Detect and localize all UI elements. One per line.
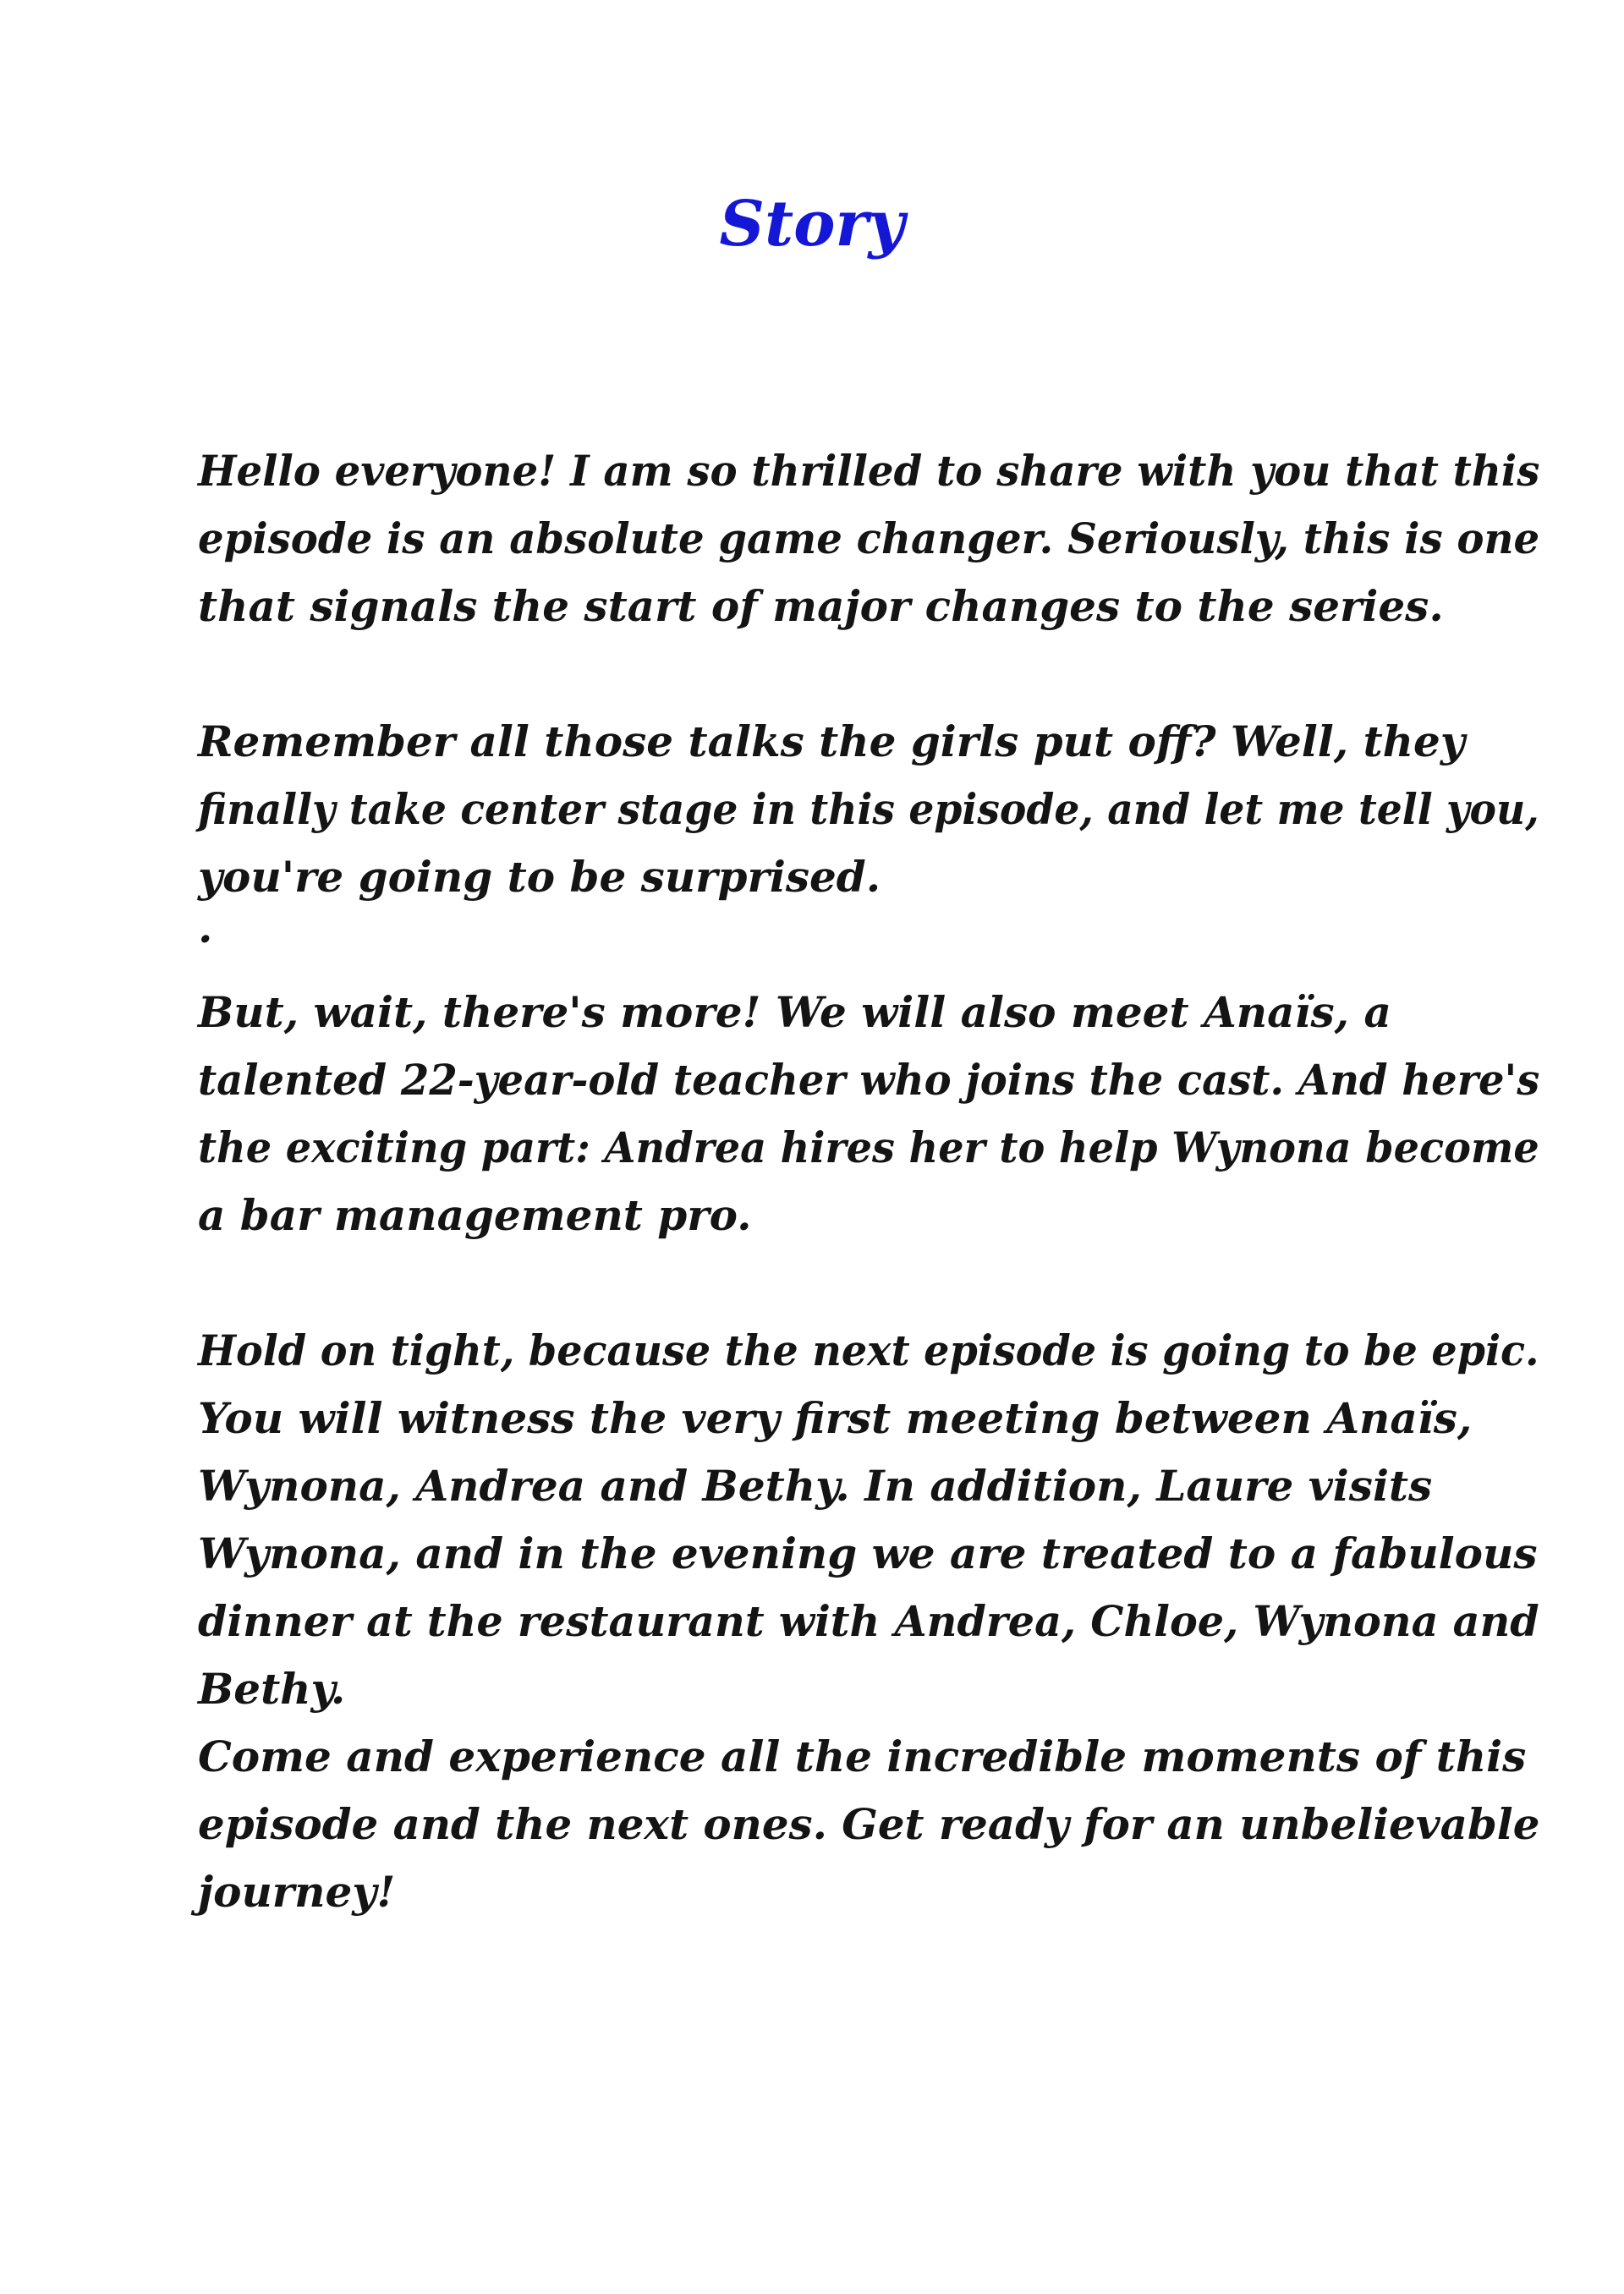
story-line: Remember all those talks the girls put off? Well, they (198, 716, 1465, 766)
story-line: journey! (198, 1867, 396, 1917)
story-line: that signals the start of major changes to the series. (198, 581, 1444, 631)
story-line: a bar management pro. (198, 1190, 752, 1240)
story-line: you're going to be surprised. (198, 852, 881, 902)
story-line: dinner at the restaurant with Andrea, Chloe, Wynona and (198, 1596, 1539, 1646)
story-line: Wynona, Andrea and Bethy. In addition, Laure visits (198, 1461, 1433, 1511)
story-line: Bethy. (198, 1664, 346, 1714)
story-line: Come and experience all the incredible moments of this (198, 1731, 1527, 1781)
story-line: the exciting part: Andrea hires her to help Wynona become (198, 1122, 1539, 1172)
story-line: Hello everyone! I am so thrilled to share with you that this (198, 446, 1540, 496)
story-line: . (198, 903, 213, 952)
story-line: Wynona, and in the evening we are treated to a fabulous (198, 1528, 1538, 1578)
story-line: episode and the next ones. Get ready for an unbelievable (198, 1799, 1540, 1849)
story-line: finally take center stage in this episode, and let me tell you, (198, 784, 1539, 834)
story-line: But, wait, there's more! We will also meet Anaïs, a (198, 987, 1391, 1037)
story-line: You will witness the very first meeting between Anaïs, (198, 1393, 1473, 1443)
page-title: Story (719, 188, 905, 261)
story-line: talented 22-year-old teacher who joins the cast. And here's (198, 1055, 1540, 1105)
story-line: Hold on tight, because the next episode is going to be epic. (198, 1325, 1539, 1375)
story-line: episode is an absolute game changer. Seriously, this is one (198, 513, 1540, 563)
